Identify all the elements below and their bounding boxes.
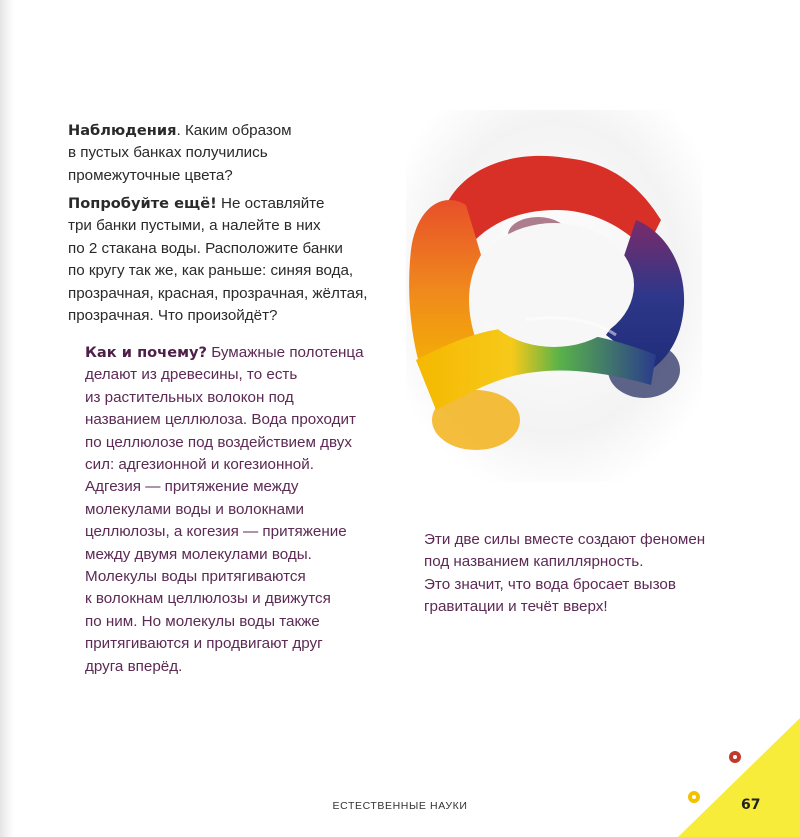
how-why-line: Адгезия — притяжение между: [85, 478, 299, 496]
caption-line: гравитации и течёт вверх!: [424, 598, 608, 616]
how-why-line: притягиваются и продвигают друг: [85, 635, 323, 653]
try-again-line: три банки пустыми, а налейте в них: [68, 217, 321, 235]
page-number: 67: [741, 797, 761, 813]
try-again-heading: Попробуйте ещё!: [68, 195, 217, 212]
how-why-line: сил: адгезионной и когезионной.: [85, 456, 314, 474]
how-why-line: названием целлюлоза. Вода проходит: [85, 411, 356, 429]
how-why-line: по ним. Но молекулы воды также: [85, 612, 320, 630]
how-why-line: между двумя молекулами воды.: [85, 545, 312, 563]
how-why-heading: Как и почему?: [85, 344, 208, 361]
try-again-line: Не оставляйте: [220, 195, 325, 212]
how-why-line: друга вперёд.: [85, 657, 183, 675]
observations-line: промежуточные цвета?: [68, 166, 233, 184]
how-why-line: молекулами воды и волокнами: [85, 500, 304, 518]
how-why-line: по целлюлозе под воздействием двух: [85, 433, 352, 451]
how-why-line: Бумажные полотенца: [211, 344, 364, 361]
try-again-line: прозрачная, красная, прозрачная, жёлтая,: [68, 284, 368, 302]
observations-line: в пустых банках получились: [68, 144, 268, 162]
observations-heading: Наблюдения: [68, 122, 177, 139]
how-why-line: из растительных волокон под: [85, 388, 294, 406]
observations-line: Каким образом: [184, 122, 292, 139]
try-again-line: по 2 стакана воды. Расположите банки: [68, 239, 343, 257]
yellow-corner-triangle: [678, 718, 800, 837]
try-again-line: прозрачная. Что произойдёт?: [68, 307, 278, 325]
how-why-line: целлюлозы, а когезия — притяжение: [85, 523, 347, 541]
section-footer: ЕСТЕСТВЕННЫЕ НАУКИ: [332, 800, 468, 812]
caption-line: Эти две силы вместе создают феномен: [424, 531, 706, 548]
caption-line: под названием капиллярность.: [424, 553, 644, 571]
try-again-line: по кругу так же, как раньше: синяя вода,: [68, 262, 354, 280]
caption-line: Это значит, что вода бросает вызов: [424, 575, 676, 593]
how-why-line: делают из древесины, то есть: [85, 366, 298, 384]
how-why-line: Молекулы воды притягиваются: [85, 568, 306, 586]
how-why-line: к волокнам целлюлозы и движутся: [85, 590, 331, 608]
observations-paragraph: Наблюдения. Каким образом в пустых банках получились промежуточные цвета?: [68, 120, 292, 187]
